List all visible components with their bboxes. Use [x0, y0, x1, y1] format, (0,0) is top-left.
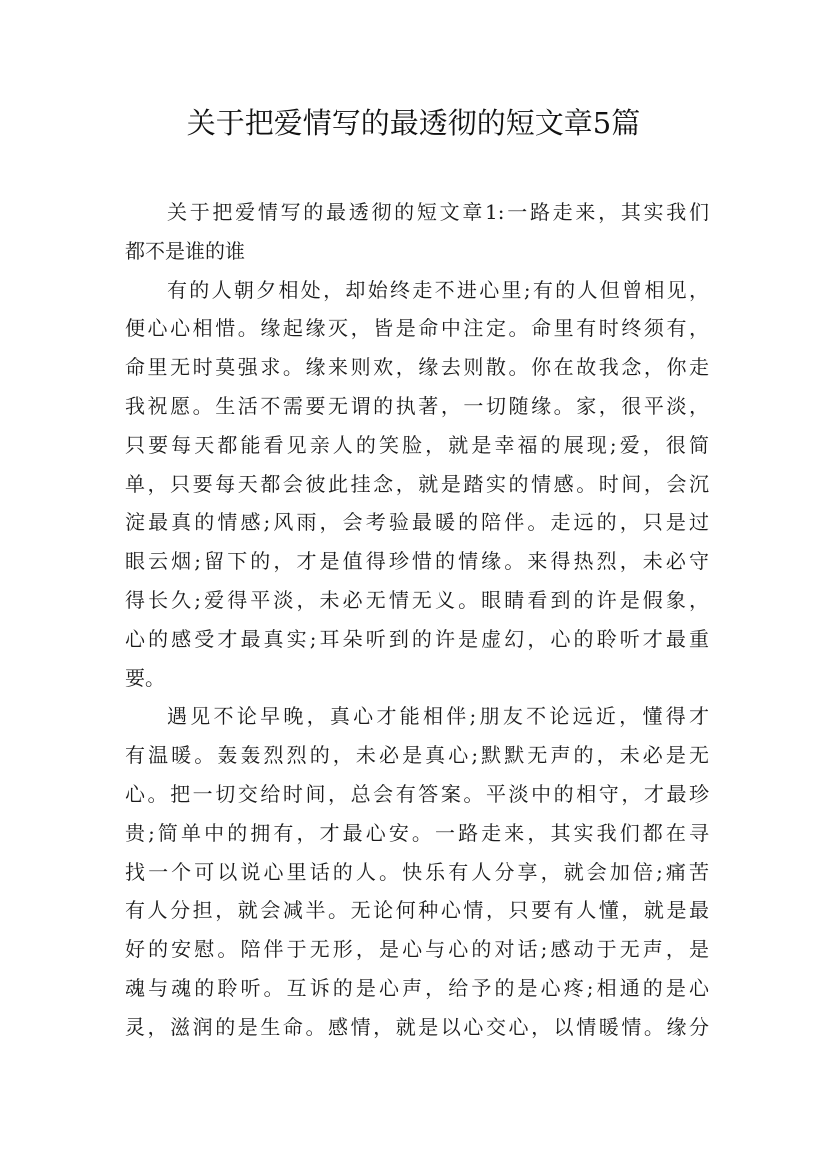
text-line: 单，只要每天都会彼此挂念，就是踏实的情感。时间，会沉 [125, 471, 709, 496]
text-line: 淀最真的情感;风雨，会考验最暖的陪伴。走远的，只是过 [125, 510, 709, 535]
text-line: 遇见不论早晚，真心才能相伴;朋友不论远近，懂得才 [167, 704, 709, 729]
text-line: 都不是谁的谁 [125, 238, 245, 263]
text-line: 心。把一切交给时间，总会有答案。平淡中的相守，才最珍 [125, 781, 709, 806]
document-body [125, 193, 709, 1047]
text-line: 有人分担，就会减半。无论何种心情，只要有人懂，就是最 [125, 898, 709, 923]
text-line: 贵;简单中的拥有，才最心安。一路走来，其实我们都在寻 [125, 820, 709, 845]
text-line: 有温暖。轰轰烈烈的，未必是真心;默默无声的，未必是无 [125, 743, 709, 768]
text-line: 得长久;爱得平淡，未必无情无义。眼睛看到的许是假象， [125, 587, 709, 612]
text-line: 要。 [125, 665, 165, 690]
text-line: 眼云烟;留下的，才是值得珍惜的情缘。来得热烈，未必守 [125, 549, 709, 574]
text-line: 关于把爱情写的最透彻的短文章1:一路走来，其实我们 [167, 200, 709, 224]
text-line: 便心心相惜。缘起缘灭，皆是命中注定。命里有时终须有， [125, 316, 709, 341]
text-line: 心的感受才最真实;耳朵听到的许是虚幻，心的聆听才最重 [125, 626, 709, 651]
text-line: 灵，滋润的是生命。感情，就是以心交心，以情暖情。缘分 [125, 1014, 709, 1039]
text-line: 好的安慰。陪伴于无形，是心与心的对话;感动于无声，是 [125, 937, 709, 962]
text-line: 命里无时莫强求。缘来则欢，缘去则散。你在故我念，你走 [125, 355, 709, 380]
text-line: 我祝愿。生活不需要无谓的执著，一切随缘。家，很平淡， [125, 393, 709, 418]
text-line: 只要每天都能看见亲人的笑脸，就是幸福的展现;爱，很简 [125, 432, 709, 457]
document-title: 关于把爱情写的最透彻的短文章5篇 [186, 106, 641, 140]
text-line: 魂与魂的聆听。互诉的是心声，给予的是心疼;相通的是心 [125, 975, 709, 1000]
text-line: 找一个可以说心里话的人。快乐有人分享，就会加倍;痛苦 [125, 859, 709, 884]
text-line: 有的人朝夕相处，却始终走不进心里;有的人但曾相见， [167, 277, 709, 302]
